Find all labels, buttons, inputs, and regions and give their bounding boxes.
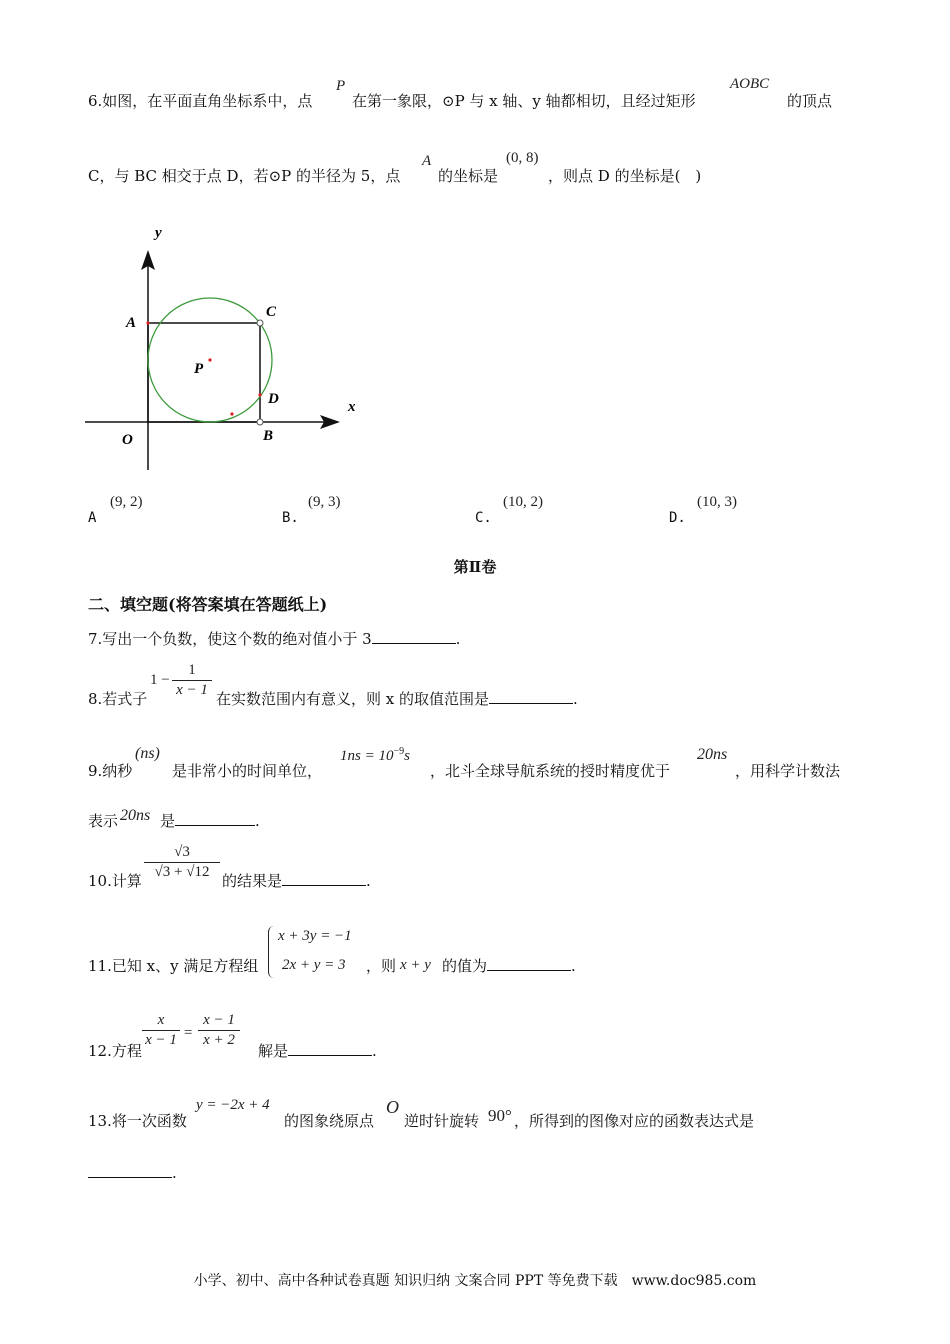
option-d-value[interactable]: (10, 3) [697, 494, 737, 510]
q9-line2-a: 表示 [88, 812, 119, 830]
q7 [88, 628, 460, 649]
q8-line [216, 688, 578, 709]
q6-line1 [88, 90, 312, 111]
q10-end: . [366, 872, 371, 890]
q9-value: 20ns [697, 746, 728, 763]
section-heading: 二、填空题(将答案填在答题纸上) [88, 595, 328, 614]
q12-left-fraction [142, 1012, 180, 1049]
q11-brace [268, 926, 275, 978]
rectangle-aobc [148, 323, 260, 422]
point-c-dot [257, 320, 263, 326]
q9-eq-main: 1ns = 10 [340, 748, 394, 764]
q9-line2-b: 是 [160, 812, 176, 830]
q9-exponent: −9 [393, 746, 405, 757]
q6-text-4: C，与 BC 相交于点 D，若⊙P 的半径为 5，点 [88, 167, 401, 185]
q6-point-p: P [336, 78, 346, 94]
volume-title: 第Ⅱ卷 [453, 558, 497, 576]
q7-text: 7.写出一个负数，使这个数的绝对值小于 3 [88, 630, 372, 648]
point-b-dot [257, 419, 263, 425]
option-b-letter[interactable]: B. [282, 510, 299, 526]
q13-b: 的图象绕原点 [284, 1112, 375, 1130]
q12-answer-blank[interactable] [288, 1041, 372, 1056]
tangent-dot [230, 412, 233, 415]
option-c-value[interactable]: (10, 2) [503, 494, 543, 510]
q9-a: 9.纳秒 [88, 762, 133, 780]
q10-answer-blank[interactable] [282, 871, 366, 886]
q7-answer-blank[interactable] [372, 629, 456, 644]
q13-line2 [88, 1163, 177, 1182]
q8-numerator: 1 [188, 662, 196, 678]
q6-point-a: A [422, 153, 432, 169]
q9-end: . [255, 812, 260, 830]
q8-text: 在实数范围内有意义，则 x 的取值范围是 [216, 690, 489, 708]
q13-a: 13.将一次函数 [88, 1112, 187, 1130]
q13-origin: O [386, 1097, 399, 1117]
q8-one: 1 − [150, 672, 170, 688]
q9-c: ，北斗全球导航系统的授时精度优于 [430, 762, 671, 780]
page-footer: 小学、初中、高中各种试卷真题 知识归纳 文案合同 PPT 等免费下载 www.doc985.com [193, 1273, 757, 1289]
q6-figure [80, 215, 380, 485]
q11-expr: x + y [400, 957, 431, 973]
q12-right-fraction [198, 1012, 240, 1049]
q12-left-denominator: x − 1 [145, 1032, 177, 1048]
q11-text: 的值为 [442, 957, 488, 975]
q9-ns: (ns) [135, 745, 160, 762]
q12-right-denominator: x + 2 [203, 1032, 235, 1048]
q11-answer-blank[interactable] [487, 956, 571, 971]
q12-end: . [372, 1042, 377, 1060]
q13-end: . [172, 1164, 177, 1182]
q8-answer-blank[interactable] [489, 689, 573, 704]
q8-denominator: x − 1 [176, 682, 208, 698]
q6-rect-name: AOBC [730, 76, 770, 92]
label-p: P [194, 361, 204, 377]
q6-coord-a: (0, 8) [506, 150, 539, 166]
label-y: y [155, 225, 162, 241]
q12-equals: = [184, 1025, 193, 1041]
q13-d: ，所得到的图像对应的函数表达式是 [514, 1112, 755, 1130]
center-p-dot [208, 358, 211, 361]
q9-line2 [160, 810, 260, 831]
q11-eq1: x + 3y = −1 [278, 928, 352, 944]
q6-text-3: 的顶点 [787, 92, 833, 110]
q12-left-numerator: x [157, 1012, 165, 1028]
option-d-letter[interactable]: D. [669, 510, 686, 526]
q6-text-5: 的坐标是 [438, 167, 499, 185]
q10-text: 的结果是 [222, 872, 283, 890]
q12-line [258, 1040, 377, 1061]
q12-num: 12.方程 [88, 1042, 142, 1060]
q10-denominator: √3 + √12 [154, 864, 210, 880]
q13-function: y = −2x + 4 [196, 1097, 270, 1113]
option-a-value[interactable]: (9, 2) [110, 494, 143, 510]
q9-eq [340, 746, 410, 765]
point-a-dot [146, 321, 149, 324]
q6-text-1: 6.如图，在平面直角坐标系中，点 [88, 92, 313, 110]
q9-b: 是非常小的时间单位， [172, 762, 323, 780]
q9-answer-blank[interactable] [175, 811, 255, 826]
q11-eq2: 2x + y = 3 [282, 957, 346, 973]
q11-end: . [571, 957, 576, 975]
q10-num: 10.计算 [88, 872, 142, 890]
q10-numerator: √3 [174, 844, 190, 860]
option-c-letter[interactable]: C. [475, 510, 492, 526]
q9-unit-s: s [404, 748, 410, 764]
option-b-value[interactable]: (9, 3) [308, 494, 341, 510]
option-a-letter[interactable]: A [88, 510, 97, 526]
q6-text-6: ，则点 D 的坐标是( ) [548, 167, 702, 185]
q10-line [222, 870, 371, 891]
q8-end: . [573, 690, 578, 708]
q6-text-2: 在第一象限，⊙P 与 x 轴、y 轴都相切，且经过矩形 [352, 92, 696, 110]
q8-fraction [172, 662, 212, 699]
q12-right-numerator: x − 1 [203, 1012, 235, 1028]
q13-degree: 90° [488, 1106, 512, 1125]
q8-num: 8.若式子 [88, 690, 148, 708]
label-x: x [348, 399, 356, 415]
q11-num: 11.已知 x、y 满足方程组 [88, 957, 259, 975]
label-a: A [126, 315, 137, 331]
q13-c: 逆时针旋转 [404, 1112, 480, 1130]
point-d-dot [258, 393, 261, 396]
label-c: C [266, 304, 277, 320]
q9-d: ，用科学计数法 [735, 762, 841, 780]
q12-text: 解是 [258, 1042, 289, 1060]
q10-fraction [144, 844, 220, 881]
label-b: B [263, 428, 274, 444]
label-o: O [122, 432, 133, 448]
q9-line2-value: 20ns [120, 807, 151, 824]
q11-mid: ，则 [366, 957, 397, 975]
q11-line [442, 955, 576, 976]
q7-end: . [455, 630, 461, 648]
q13-answer-blank[interactable] [88, 1163, 172, 1178]
label-d: D [268, 391, 279, 407]
